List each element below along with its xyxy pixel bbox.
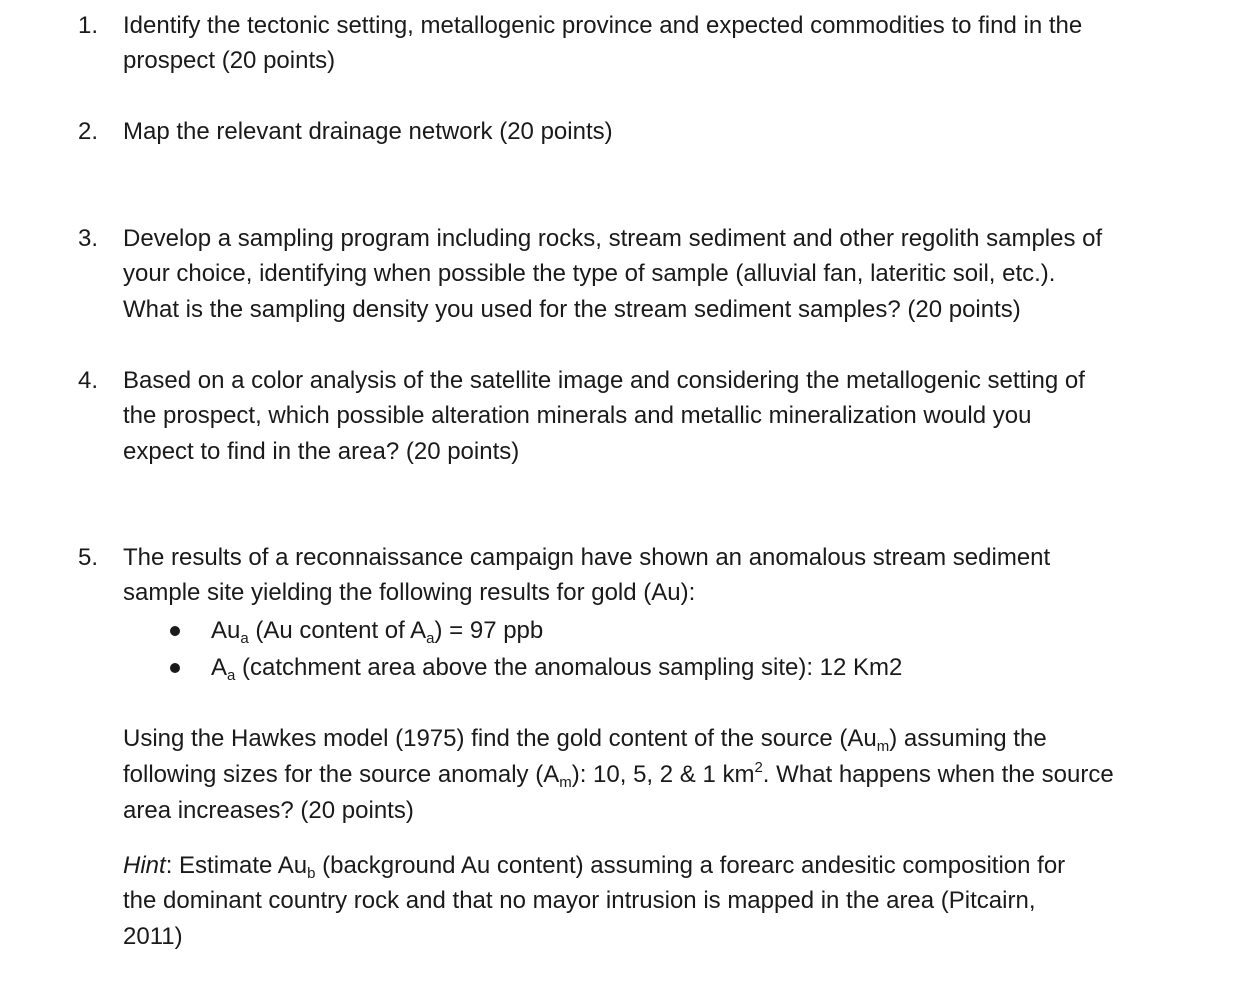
question-5-text-line-1: The results of a reconnaissance campaign have shown an anomalous stream sediment (123, 544, 1051, 571)
area-subscript: a (426, 630, 435, 647)
question-5-text-line-2: sample site yielding the following results for gold (Au): (123, 579, 696, 606)
bullet-icon (170, 626, 180, 636)
bullet-item-au-content (211, 617, 544, 647)
question-4-text-line-2: the prospect, which possible alteration minerals and metallic mineralization would you (123, 402, 1032, 429)
hint-label: Hint (123, 852, 166, 879)
question-1-number: 1. (78, 12, 99, 39)
question-5-number: 5. (78, 544, 99, 571)
question-3-text-line-3: What is the sampling density you used for the stream sediment samples? (20 points) (123, 296, 1021, 323)
question-4-text-line-1: Based on a color analysis of the satellite image and considering the metallogenic setting of (123, 367, 1085, 394)
hawkes-paragraph-line-3: area increases? (20 points) (123, 797, 414, 824)
hint-text: (background Au content) assuming a forearc andesitic composition for (315, 852, 1066, 879)
superscript: 2 (754, 759, 763, 776)
au-content-label: (Au content of A (248, 617, 427, 644)
question-2-text-line-1: Map the relevant drainage network (20 points) (123, 118, 613, 145)
subscript: m (876, 738, 890, 755)
subscript: m (559, 774, 572, 791)
area-subscript: a (227, 667, 236, 684)
hawkes-text: ) assuming the (889, 725, 1047, 752)
hint-line-2: the dominant country rock and that no mayor intrusion is mapped in the area (Pitcairn, (123, 887, 1036, 914)
au-content-value: ) = 97 ppb (434, 617, 544, 644)
question-3-text-line-2: your choice, identifying when possible the type of sample (alluvial fan, lateritic soil, etc.). (123, 260, 1056, 287)
catchment-area-text: (catchment area above the anomalous sampling site): 12 Km2 (235, 654, 903, 681)
au-subscript: a (240, 630, 249, 647)
au-symbol: Au (211, 617, 241, 644)
question-4-number: 4. (78, 367, 99, 394)
question-2-number: 2. (78, 118, 99, 145)
area-symbol: A (211, 654, 228, 681)
hawkes-text: ): 10, 5, 2 & 1 km (571, 761, 755, 788)
question-4-text-line-3: expect to find in the area? (20 points) (123, 438, 520, 465)
hint-line-3: 2011) (123, 923, 183, 950)
hawkes-text: following sizes for the source anomaly (A (123, 761, 560, 788)
hint-text: : Estimate Au (165, 852, 308, 879)
hawkes-paragraph-line-2 (123, 759, 1114, 791)
question-1-text-line-1: Identify the tectonic setting, metallogenic province and expected commodities to find in the (123, 12, 1083, 39)
bullet-icon (170, 663, 180, 673)
hint-line-1 (123, 852, 1066, 882)
subscript: b (307, 865, 316, 882)
question-3-text-line-1: Develop a sampling program including rocks, stream sediment and other regolith samples of (123, 225, 1103, 252)
hawkes-text: . What happens when the source (762, 761, 1114, 788)
bullet-item-catchment-area (211, 654, 903, 684)
hawkes-paragraph-line-1 (123, 725, 1047, 755)
question-1-text-line-2: prospect (20 points) (123, 47, 336, 74)
question-3-number: 3. (78, 225, 99, 252)
hawkes-text: Using the Hawkes model (1975) find the gold content of the source (Au (123, 725, 877, 752)
